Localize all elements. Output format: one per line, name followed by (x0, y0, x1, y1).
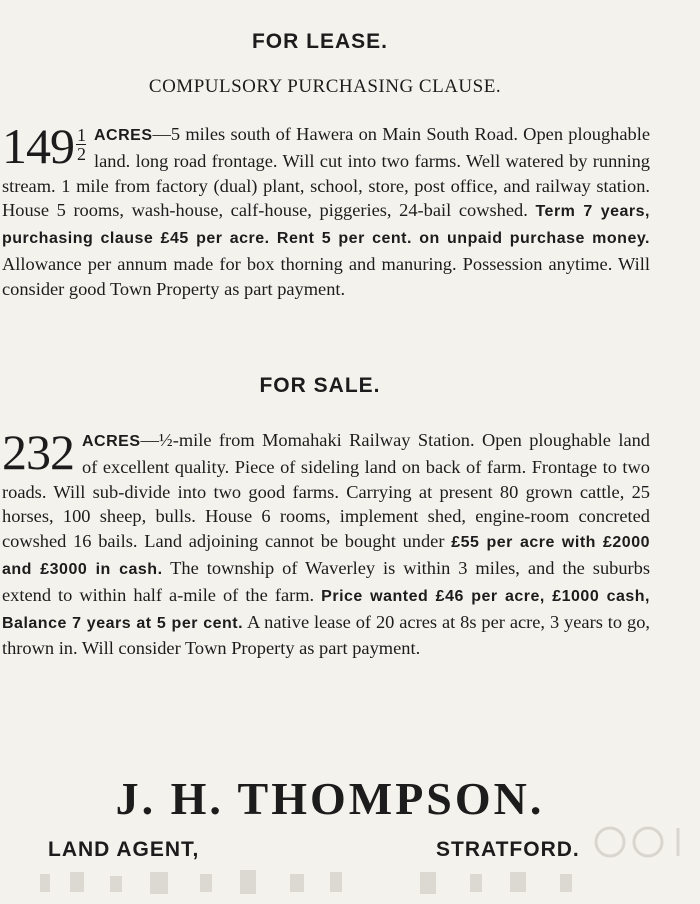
for-lease-heading: FOR LEASE. (251, 30, 388, 53)
agent-town: STRATFORD. (436, 838, 580, 861)
lease-conditions: Allowance per annum made for box thorning and manuring. Possession anytime. Will consider good Town Property as part payment. (2, 253, 650, 299)
lease-acres-label: ACRES (94, 127, 153, 144)
sale-location: The township of Waverley is within 3 miles, and the suburbs extend to within half a-mile of the farm. (2, 557, 651, 605)
sale-description: —½-mile from Momahaki Railway Station. Open ploughable land of excellent quality. Piece of sideling land on back of farm. Frontage to two roads. Will sub-divide into two good farms. Carrying at present 80 grown cattle, 25 horses, 100 sheep, bulls. House 6 rooms, implement shed, engine-room concreted cowshed 16 bails. Land adjoining cannot be bought under (2, 430, 650, 552)
sale-price-terms: Price wanted £46 per acre, £1000 cash, Balance 7 years at 5 per cent. (2, 587, 650, 632)
sale-extras: A native lease of 20 acres at 8s per acre, 3 years to go, thrown in. Will consider Town Property as part payment. (2, 611, 650, 659)
for-sale-heading: FOR SALE. (259, 374, 381, 397)
print-noise-decoration-2 (590, 818, 700, 868)
lease-terms: Term 7 years, purchasing clause £45 per acre. Rent 5 per cent. on unpaid purchase money. (2, 203, 651, 248)
agent-name: J. H. THOMPSON. (115, 773, 545, 824)
agent-role: LAND AGENT, (48, 838, 200, 861)
sale-acres-label: ACRES (82, 433, 141, 450)
lease-acreage (2, 118, 86, 174)
sale-listing (2, 424, 651, 661)
fraction-denominator: 2 (77, 144, 85, 164)
sale-acreage: 232 (2, 424, 74, 480)
lease-acreage-whole: 149 (2, 118, 74, 174)
clause-subheading: COMPULSORY PURCHASING CLAUSE. (148, 76, 502, 97)
fraction-numerator: 1 (77, 125, 85, 145)
lease-description: —5 miles south of Hawera on Main South Road. Open ploughable land. long road frontage. Will cut into two farms. Well watered by running stream. 1 mile from factory (dual) plant, school, store, post office, and railway station. House 5 rooms, wash-house, calf-house, piggeries, 24-bail cowshed. (2, 124, 650, 221)
lease-listing (2, 118, 651, 302)
lease-acreage-fraction (76, 126, 86, 163)
sale-adjoining-price: £55 per acre with £2000 and £3000 in cash. (2, 534, 650, 578)
